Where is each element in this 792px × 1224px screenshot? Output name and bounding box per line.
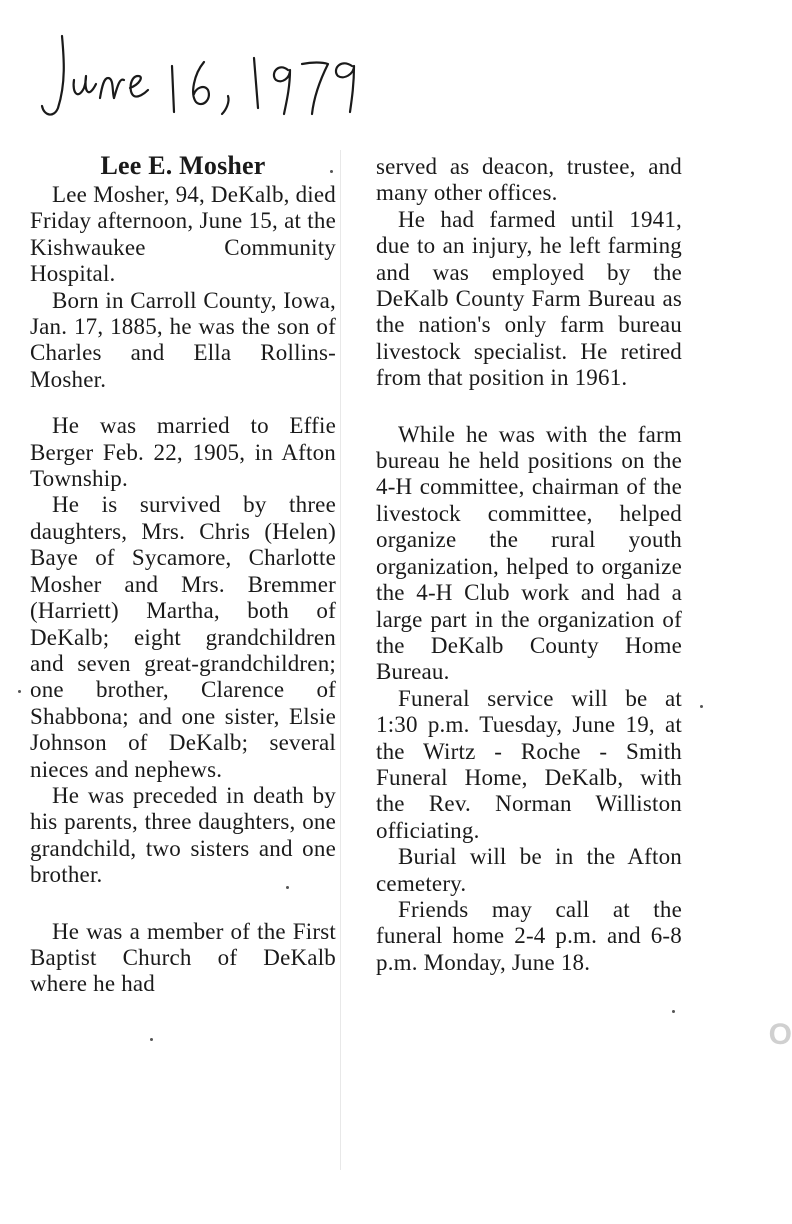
print-speck [18, 690, 21, 693]
obituary-paragraph: served as deacon, trustee, and many other offices. [376, 154, 682, 206]
handwritten-date [22, 18, 362, 123]
obituary-paragraph: He is survived by three daughters, Mrs. Chris (Helen) Baye of Sycamore, Charlotte Mosher and Mrs. Bremmer (Harriett) Martha, both of DeKalb; eight grandchildren and seven great-grandchildren; one brother, Clarence of Shabbona; and one sister, Elsie Johnson of DeKalb; several nieces and nephews. [30, 492, 336, 782]
handwritten-date-signature [22, 18, 362, 123]
newspaper-clipping [10, 140, 700, 1180]
obituary-paragraph: Funeral service will be at 1:30 p.m. Tuesday, June 19, at the Wirtz - Roche - Smith Funeral Home, DeKalb, with the Rev. Norman Williston officiating. [376, 685, 682, 843]
obituary-headline: Lee E. Mosher [100, 151, 266, 180]
edge-text-fragment: O [768, 1018, 792, 1051]
obituary-paragraph: He was a member of the First Baptist Church of DeKalb where he had [30, 918, 336, 997]
obituary-left-column [30, 140, 336, 998]
obituary-paragraph: Friends may call at the funeral home 2-4 p.m. and 6-8 p.m. Monday, June 18. [376, 896, 682, 975]
obituary-paragraph: He was preceded in death by his parents, three daughters, one grandchild, two sisters and one brother. [30, 782, 336, 888]
print-speck [286, 886, 289, 889]
obituary-paragraph: While he was with the farm bureau he held positions on the 4-H committee, chairman of the livestock committee, helped organize the rural youth organization, helped to organize the 4-H Club work and had a large part in the organization of the DeKalb County Home Bureau. [376, 421, 682, 685]
obituary-paragraph: He had farmed until 1941, due to an injury, he left farming and was employed by the DeKalb County Farm Bureau as the nation's only farm bureau livestock specialist. He retired from that position in 1961. [376, 206, 682, 391]
obituary-paragraph: Born in Carroll County, Iowa, Jan. 17, 1885, he was the son of Charles and Ella Rollins-Mosher. [30, 287, 336, 392]
print-speck [150, 1038, 153, 1041]
obituary-right-column [376, 154, 682, 976]
print-speck [672, 1010, 675, 1013]
print-speck [700, 705, 703, 708]
print-speck [330, 170, 333, 173]
obituary-paragraph: Lee Mosher, 94, DeKalb, died Friday afternoon, June 15, at the Kishwaukee Community Hospital. [30, 182, 336, 287]
obituary-paragraph: Burial will be in the Afton cemetery. [376, 844, 682, 896]
obituary-paragraph: He was married to Effie Berger Feb. 22, 1905, in Afton Township. [30, 413, 336, 492]
